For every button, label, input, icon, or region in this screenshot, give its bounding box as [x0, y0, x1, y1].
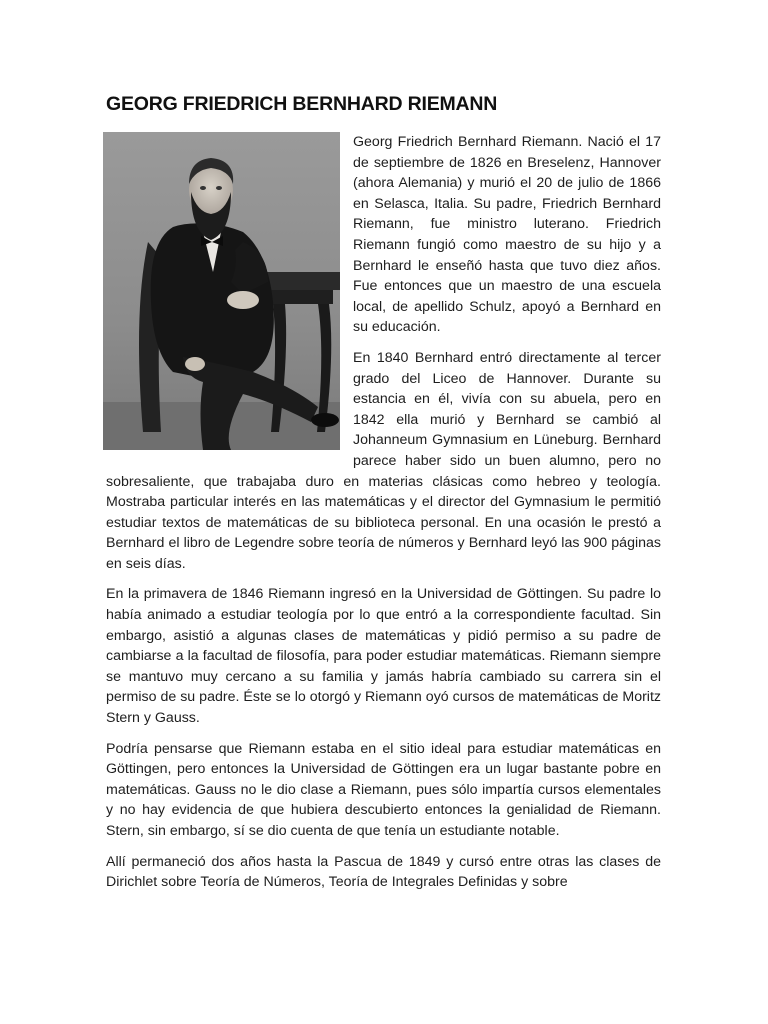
paragraph-5: Allí permaneció dos años hasta la Pascua de 1849 y cursó entre otras las clases de Dirichlet sobre Teoría de Números, Teoría de Integrales Definidas y sobre	[106, 853, 661, 891]
portrait-image	[103, 132, 340, 450]
paragraph-3: En la primavera de 1846 Riemann ingresó en la Universidad de Göttingen. Su padre lo había animado a estudiar teología por lo que entró a la correspondiente facultad. Sin embargo, asistió a algunas clases de matemáticas y pidió permiso a su padre de cambiarse a la facultad de filosofía, para poder estudiar matemáticas. Riemann siempre se mantuvo muy cercano a su familia y jamás habría cambiado su carrera sin el permiso de su padre. Éste se lo otorgó y Riemann oyó cursos de matemáticas de Moritz Stern y Gauss.	[106, 586, 661, 727]
document-page	[106, 90, 661, 903]
paragraph-2: En 1840 Bernhard entró directamente al tercer grado del Liceo de Hannover. Durante su estancia en él, vivía con su abuela, pero en 1842 ella murió y Bernhard se cambió al Johanneum Gymnasium en Lüneburg. Bernhard parece haber sido un buen alumno, pero no sobresaliente, que trabajaba duro en materias clásicas como hebreo y teología. Mostraba particular interés en las matemáticas y el director del Gymnasium le permitió estudiar textos de matemáticas de su biblioteca personal. En una ocasión le prestó a Bernhard el libro de Legendre sobre teoría de números y Bernhard leyó las 900 páginas en seis días.	[106, 349, 661, 572]
paragraph-1: Georg Friedrich Bernhard Riemann. Nació el 17 de septiembre de 1826 en Breselenz, Hannover (ahora Alemania) y murió el 20 de julio de 1866 en Selasca, Italia. Su padre, Friedrich Bernhard Riemann, fue ministro luterano. Friedrich Riemann fungió como maestro de su hijo y a Bernhard le enseñó hasta que tuvo diez años. Fue entonces que un maestro de una escuela local, de apellido Schulz, apoyó a Bernhard en su educación.	[353, 134, 661, 336]
document-title: GEORG FRIEDRICH BERNHARD RIEMANN	[106, 93, 498, 115]
paragraph-4: Podría pensarse que Riemann estaba en el sitio ideal para estudiar matemáticas en Göttingen, pero entonces la Universidad de Göttingen era un lugar bastante pobre en matemáticas. Gauss no le dio clase a Riemann, pues sólo impartía cursos elementales y no hay evidencia de que hubiera descubierto entonces la genialidad de Riemann. Stern, sin embargo, sí se dio cuenta de que tenía un estudiante notable.	[106, 740, 661, 839]
portrait-photo	[103, 132, 340, 450]
